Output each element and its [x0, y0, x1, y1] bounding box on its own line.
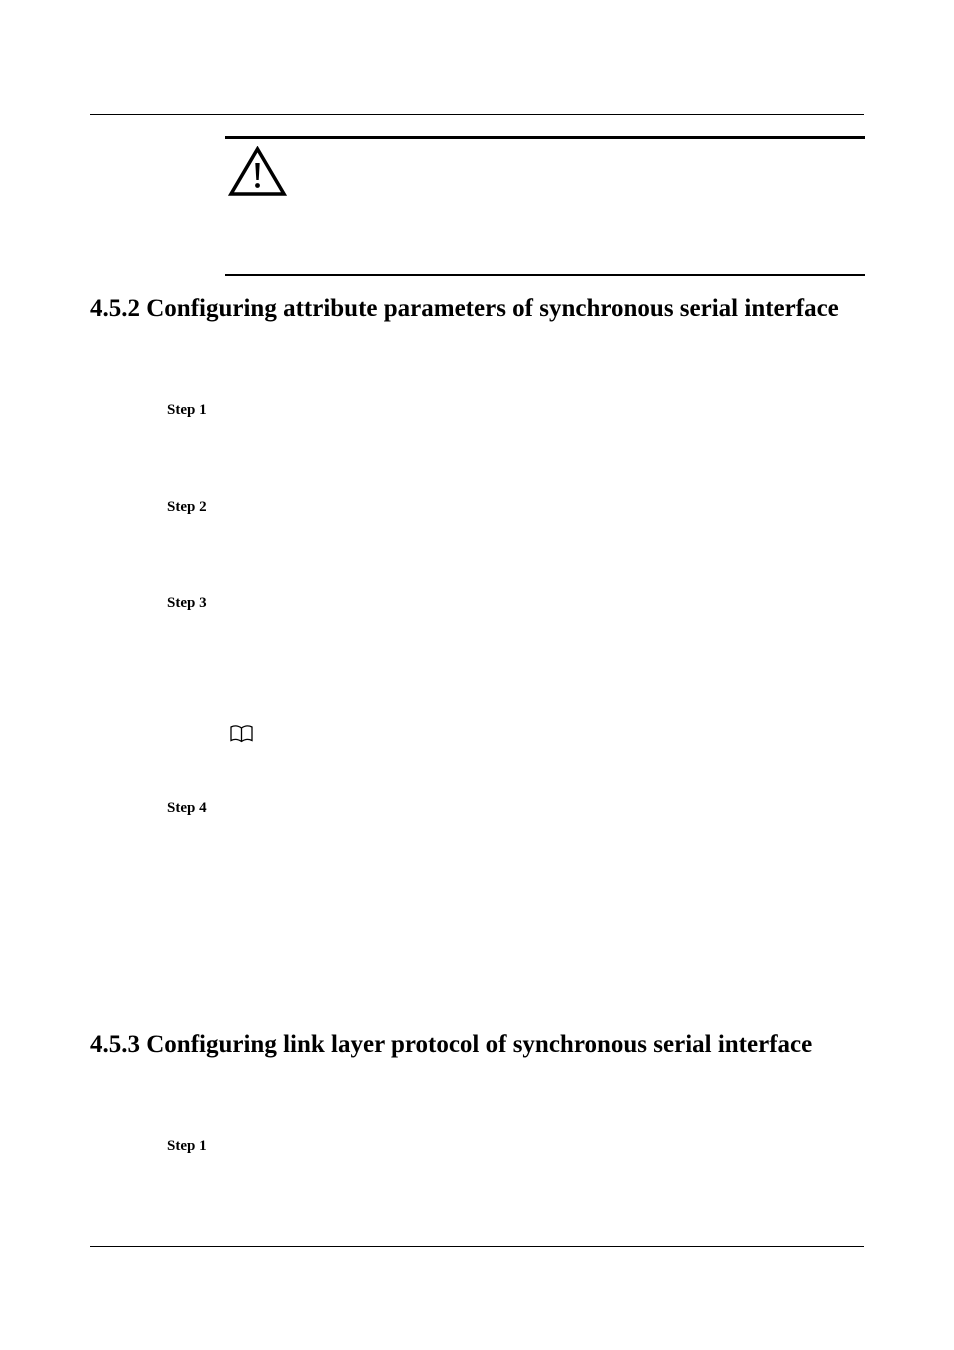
- step-label: Step 4: [167, 800, 207, 816]
- warning-triangle-icon: [228, 146, 287, 197]
- open-book-icon: [229, 724, 254, 743]
- caution-bottom-rule: [225, 274, 865, 276]
- step-label: Step 3: [167, 595, 207, 611]
- caution-top-rule: [225, 136, 865, 139]
- step-label: Step 2: [167, 499, 207, 515]
- step-label: Step 1: [167, 402, 207, 418]
- section-heading-4-5-3: 4.5.3 Configuring link layer protocol of synchronous serial interface: [90, 1031, 813, 1058]
- step-label: Step 1: [167, 1138, 207, 1154]
- section-heading-4-5-2: 4.5.2 Configuring attribute parameters of synchronous serial interface: [90, 295, 839, 322]
- header-rule: [90, 114, 864, 115]
- footer-rule: [90, 1246, 864, 1247]
